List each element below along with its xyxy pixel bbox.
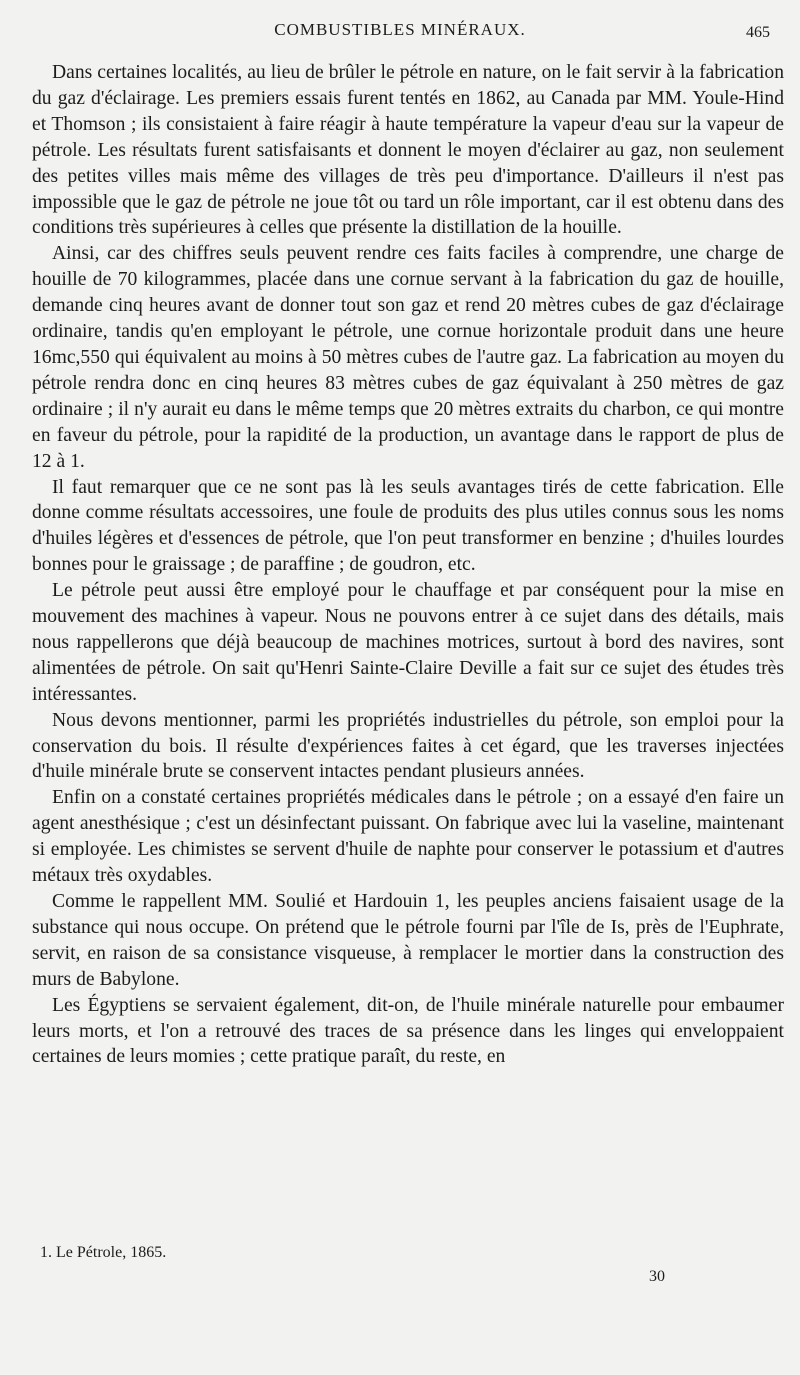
footnote: 1. Le Pétrole, 1865. xyxy=(40,1244,167,1261)
running-title: COMBUSTIBLES MINÉRAUX. xyxy=(274,20,526,39)
sheet-signature: 30 xyxy=(649,1268,665,1285)
paragraph: Le pétrole peut aussi être employé pour le chauffage et par conséquent pour la mise en mouvement des machines à vapeur. Nous ne pouvons entrer à ce sujet dans des détails, mais nous rappellerons que déjà beaucoup de machines motrices, surtout à bord des navires, sont alimentées de pétrole. On sait qu'Henri Sainte-Claire Deville a fait sur ce sujet des études très intéressantes. xyxy=(32,580,784,705)
paragraph: Comme le rappellent MM. Soulié et Hardouin 1, les peuples anciens faisaient usage de la substance qui nous occupe. On prétend que le pétrole fourni par l'île de Is, près de l'Euphrate, servit, en raison de sa consistance visqueuse, à remplacer le mortier dans la construction des murs de Babylone. xyxy=(32,891,784,990)
paragraph: Il faut remarquer que ce ne sont pas là les seuls avantages tirés de cette fabrication. Elle donne comme résultats accessoires, une foule de produits des plus utiles connus sous les noms d'huiles légères et d'essences de pétrole, que l'on peut transformer en benzine ; d'huiles lourdes bonnes pour le graissage ; de paraffine ; de goudron, etc. xyxy=(32,476,784,576)
body-text xyxy=(32,60,784,1070)
page-number: 465 xyxy=(746,24,770,41)
paragraph: Nous devons mentionner, parmi les propriétés industrielles du pétrole, son emploi pour la conservation du bois. Il résulte d'expériences faites à cet égard, que les traverses injectées d'huile minérale brute se conservent intactes pendant plusieurs années. xyxy=(32,709,784,783)
paragraph: Dans certaines localités, au lieu de brûler le pétrole en nature, on le fait servir à la fabrication du gaz d'éclairage. Les premiers essais furent tentés en 1862, au Canada par MM. Youle-Hind et Thomson ; ils consistaient à faire réagir à haute température la vapeur d'eau sur la vapeur de pétrole. Les résultats furent satisfaisants et donnent le moyen d'éclairer au gaz, non seulement des petites villes mais même des villages de très peu d'importance. D'ailleurs il n'est pas impossible que le gaz de pétrole ne joue tôt ou tard un rôle important, car il est obtenu dans des conditions très supérieures à celles que présente la distillation de la houille. xyxy=(32,62,784,239)
paragraph: Ainsi, car des chiffres seuls peuvent rendre ces faits faciles à comprendre, une charge de houille de 70 kilogrammes, placée dans une cornue servant à la fabrication du gaz de houille, demande cinq heures avant de donner tout son gaz et rend 20 mètres cubes de gaz d'éclairage ordinaire, tandis qu'en employant le pétrole, une cornue horizontale produit dans une heure 16mc,550 qui équivalent au moins à 50 mètres cubes de l'autre gaz. La fabrication au moyen du pétrole rendra donc en cinq heures 83 mètres cubes de gaz équivalant à 250 mètres de gaz ordinaire ; il n'y aurait eu dans le même temps que 20 mètres extraits du charbon, ce qui montre en faveur du pétrole, pour la rapidité de la production, un avantage dans le rapport de plus de 12 à 1. xyxy=(32,243,784,472)
paragraph: Enfin on a constaté certaines propriétés médicales dans le pétrole ; on a essayé d'en faire un agent anesthésique ; c'est un désinfectant puissant. On fabrique avec lui la vaseline, maintenant si employée. Les chimistes se servent d'huile de naphte pour conserver le potassium et d'autres métaux très oxydables. xyxy=(32,787,784,887)
paragraph: Les Égyptiens se servaient également, dit-on, de l'huile minérale naturelle pour embaumer leurs morts, et l'on a retrouvé des traces de sa présence dans les linges qui enveloppaient certaines de leurs momies ; cette pratique paraît, du reste, en xyxy=(32,994,784,1068)
